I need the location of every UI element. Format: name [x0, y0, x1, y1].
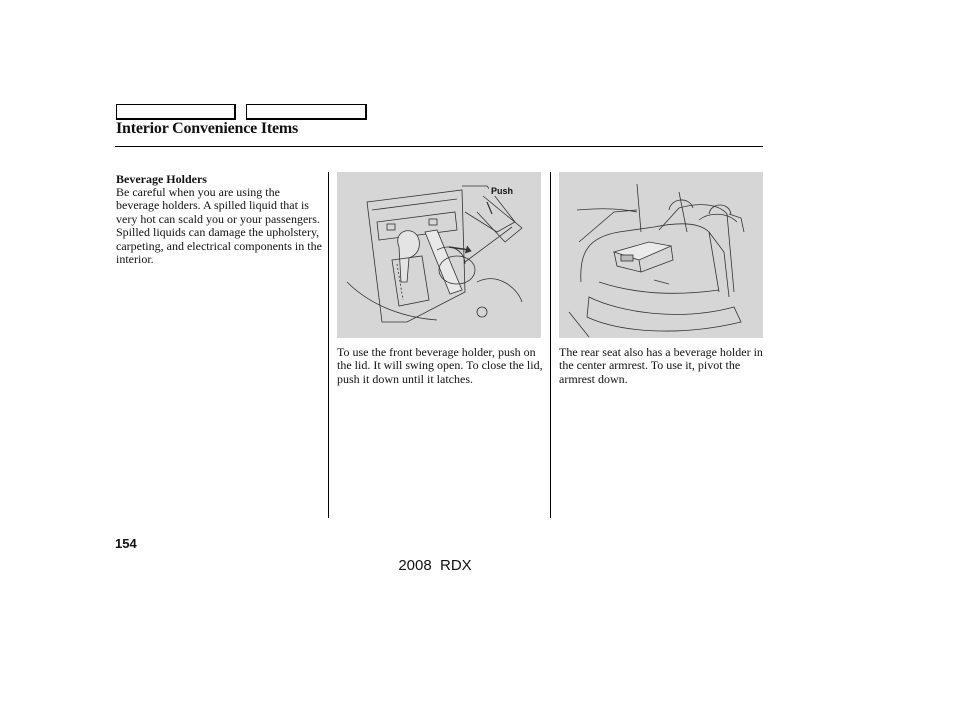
push-callout-label: Push — [491, 186, 514, 196]
nav-box-index[interactable] — [246, 104, 367, 120]
column-divider-2 — [550, 172, 551, 518]
rear-holder-caption: The rear seat also has a beverage holder in the center armrest. To use it, pivot the armrest down. — [559, 345, 763, 386]
column-divider-1 — [328, 172, 329, 518]
model-footer-text: 2008 RDX — [398, 557, 472, 574]
title-rule — [115, 146, 763, 147]
nav-box-main-menu[interactable] — [116, 104, 236, 120]
section-heading: Beverage Holders — [116, 172, 207, 186]
warning-text: Be careful when you are using the beverage holders. A spilled liquid that is very hot can scald you or your passengers. Spilled liquids can damage the upholstery, carpeting, and electrical components in the interior. — [116, 185, 322, 267]
page-title: Interior Convenience Items — [116, 120, 299, 137]
front-beverage-holder-illustration — [337, 172, 541, 338]
front-holder-caption: To use the front beverage holder, push on the lid. It will swing open. To close the lid, push it down until it latches. — [337, 345, 543, 386]
model-footer — [0, 557, 870, 574]
page-number: 154 — [115, 536, 137, 551]
rear-armrest-illustration — [559, 172, 763, 338]
